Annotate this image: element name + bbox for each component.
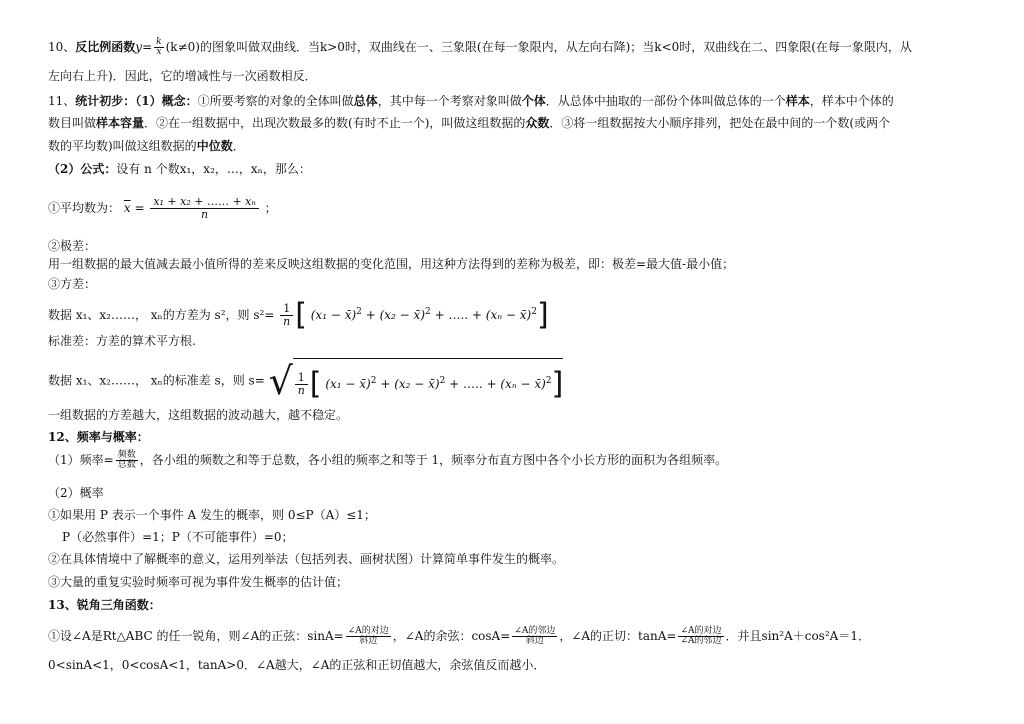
probability-rule-3: ③大量的重复实验时频率可视为事件发生概率的估计值； [48,575,349,589]
term-mode: 众数 [525,116,550,130]
fraction-numerator: ∠A的邻边 [514,626,556,636]
fraction-denominator: 斜边 [525,636,544,646]
pythagorean-identity: ．并且sin²A＋cos²A＝1． [725,629,870,643]
inverse-condition: (k≠0) [165,40,200,54]
section-11-title: 统计初步： [75,94,136,108]
mean-formula-line: ①平均数为： $\overline{x}$ = $\frac{\text{x₁ + x₂ + …… + xₙ}}{n}$ ； [48,195,277,221]
sine-label: ①设∠A是Rt△ABC 的任一锐角，则∠A的正弦：sinA= [48,629,344,643]
section-10-title: 反比例函数 [75,40,136,54]
plus-sign: + [365,308,376,322]
range-text: 用一组数据的最大值减去最小值所得的差来反映这组数据的变化范围，用这种方法得到的差称为极差，即：极差=最大值-最小值； [48,257,735,271]
trig-ranges-line: 0<sinA<1，0<cosA<1，tanA>0．∠A越大，∠A的正弦和正切值越大，余弦值反而越小． [48,658,546,672]
probability-rule-certain: P（必然事件）=1；P（不可能事件）=0； [62,530,294,544]
section-11-line-2 [48,115,890,131]
formula-intro-line [48,161,311,177]
section-10-line-1 [48,38,912,57]
variance-label: ③方差： [48,277,97,291]
fraction-denominator: n [297,384,305,397]
square-exponent: 2 [370,376,377,386]
concept-text: ． [232,139,245,153]
section-11-line-1 [48,93,894,109]
cosine-fraction [512,627,557,646]
fraction-numerator: 频数 [117,450,136,460]
term-median: 中位数 [196,139,233,153]
frequency-fraction [116,451,138,470]
trig-definitions-line [48,623,870,649]
formula-label: （2）公式： [48,162,117,176]
mean-symbol: $\overline{x}$ [123,201,131,215]
one-over-n-fraction [295,372,308,397]
term-population: 总体 [353,94,378,108]
sine-fraction [346,627,391,646]
square-exponent: 2 [356,307,362,317]
section-11-line-3 [48,138,245,154]
term-individual: 个体 [521,94,546,108]
term-sample-size: 样本容量 [96,116,145,130]
fraction-denominator: 斜边 [359,636,378,646]
term-sample: 样本 [785,94,810,108]
concept-text: ．②在一组数据中，出现次数最多的数(有时不止一个)，叫做这组数据的 [144,116,526,130]
left-bracket: [ [295,297,307,333]
formula-text: 设有 n 个数x₁，x₂，…，xₙ，那么： [116,162,311,176]
cosine-label: ，∠A的余弦：cosA= [392,629,511,643]
frequency-line [48,447,727,473]
concept-text: 数的平均数)叫做这组数据的 [48,139,197,153]
frequency-text: ，各小组的频数之和等于总数，各小组的频率之和等于 1，频率分布直方图中各个小长方形的面积为各组频率。 [139,453,728,467]
fraction-numerator: k [156,37,162,47]
concept-text: ①所要考察的对象的全体叫做 [197,94,354,108]
square-exponent: 2 [439,376,446,386]
section-10-text: 的图象叫做双曲线．当k>0时，双曲线在一、三象限(在每一象限内，从左向右降)；当k<0时，双曲线在二、四象限(在每一象限内，从 [199,40,912,54]
concept-text: ，其中每一个考察对象叫做 [377,94,522,108]
square-exponent: 2 [545,376,552,386]
section-10-number: 10、 [48,40,76,54]
fraction-numerator: ∠A的对边 [680,626,722,636]
fraction-numerator: 1 [280,303,293,316]
fraction-denominator: n [283,315,291,328]
std-term-n: (xₙ − x̄) [500,377,546,391]
std-formula-line [48,358,563,404]
std-text: 数据 x₁、x₂……， xₙ的标准差 s，则 s= [48,373,265,388]
left-bracket: [ [309,366,322,402]
mean-label: ①平均数为： [48,201,121,215]
fraction-denominator: x [156,47,162,57]
mean-numerator: x₁ + x₂ + …… + xₙ [150,196,259,209]
concept-label: （1）概念： [135,94,198,108]
variance-formula-line [48,296,549,331]
right-bracket: ] [551,366,564,402]
fraction-denominator: 总数 [117,460,136,470]
one-over-n-fraction [280,303,293,328]
section-13-title: 13、锐角三角函数： [48,598,161,612]
concept-text: ．③将一组数据按大小顺序排列，把处在最中间的一个数(或两个 [549,116,891,130]
ellipsis-plus: + ….. + [449,377,497,391]
concept-text: ，样本中个体的 [809,94,894,108]
variance-term-n: (xₙ − x̄) [485,308,532,322]
square-exponent: 2 [425,307,431,317]
range-label: ②极差： [48,239,97,253]
right-bracket: ] [536,297,549,333]
variance-term-1: (x₁ − x̄) [310,308,357,322]
ellipsis-plus: + ….. + [434,308,482,322]
fraction-numerator: 1 [295,372,308,385]
inverse-formula-y: y= [135,40,153,54]
std-term-1: (x₁ − x̄) [325,377,371,391]
mean-denominator: n [201,208,209,221]
concept-text: 数目叫做 [48,116,97,130]
stability-note: 一组数据的方差越大，这组数据的波动越大，越不稳定。 [48,408,349,422]
sqrt-body [293,358,563,404]
std-label: 标准差：方差的算术平方根. [48,334,196,348]
concept-text: ．从总体中抽取的一部份个体叫做总体的一个 [545,94,786,108]
section-10-line-2: 左向右上升)．因此，它的增减性与一次函数相反． [48,69,317,83]
square-exponent: 2 [531,307,537,317]
plus-sign: + [380,377,391,391]
variance-term-2: (x₂ − x̄) [379,308,426,322]
probability-rule-2: ②在具体情境中了解概率的意义，运用列举法（包括列表、画树状图）计算简单事件发生的概率。 [48,552,565,566]
sqrt-icon: √ [268,359,293,403]
section-11-number: 11、 [48,94,76,108]
tangent-fraction [678,627,723,646]
std-term-2: (x₂ − x̄) [394,377,440,391]
tangent-label: ，∠A的正切：tanA= [559,629,677,643]
fraction-numerator: ∠A的对边 [347,626,389,636]
probability-label: （2）概率 [48,486,104,500]
variance-text: 数据 x₁、x₂……， xₙ的方差为 s²，则 s²= [48,308,275,322]
k-over-x-fraction [154,38,163,57]
probability-rule-1: ①如果用 P 表示一个事件 A 发生的概率，则 0≤P（A）≤1； [48,508,376,522]
mean-fraction [150,196,259,221]
section-12-title: 12、频率与概率： [48,430,149,444]
fraction-denominator: ∠A的邻边 [680,636,722,646]
frequency-label: （1）频率= [48,453,114,467]
